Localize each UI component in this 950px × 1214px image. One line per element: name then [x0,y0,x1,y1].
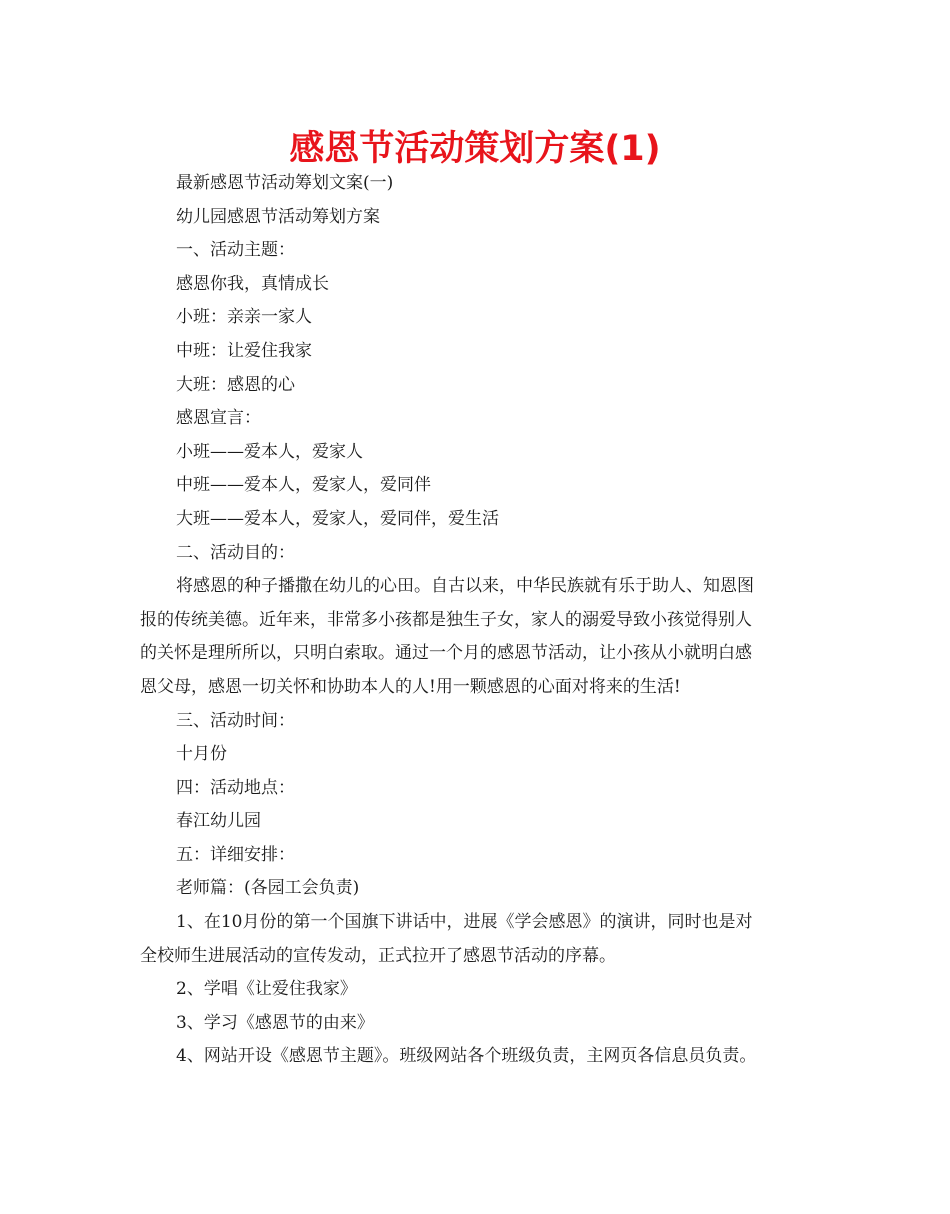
text-line: 大班——爱本人，爱家人，爱同伴，爱生活 [176,508,499,529]
text-line: 春江幼儿园 [176,811,261,832]
text-line: 中班：让爱住我家 [176,340,312,361]
paragraph-line: 将感恩的种子播撒在幼儿的心田。自古以来，中华民族就有乐于助人、知恩图 [176,576,754,597]
text-line: 中班——爱本人，爱家人，爱同伴 [176,475,431,496]
speech-paragraph [140,906,812,973]
purpose-paragraph [140,570,812,704]
document-body [140,167,812,1074]
section-heading: 五：详细安排： [176,844,295,865]
text-line: 感恩你我，真情成长 [176,273,329,294]
paragraph-line: 全校师生进展活动的宣传发动，正式拉开了感恩节活动的序幕。 [140,945,616,966]
paragraph-line: 报的传统美德。近年来，非常多小孩都是独生子女，家人的溺爱导致小孩觉得别人 [140,609,752,630]
list-item: 4、网站开设《感恩节主题》。班级网站各个班级负责，主网页各信息员负责。 [176,1046,757,1067]
section-heading: 四：活动地点： [176,777,295,798]
text-line: 十月份 [176,744,227,765]
section-heading: 三、活动时间： [176,710,295,731]
list-item: 3、学习《感恩节的由来》 [176,1012,374,1033]
section-heading: 二、活动目的： [176,542,295,563]
text-line: 幼儿园感恩节活动筹划方案 [176,206,380,227]
paragraph-line: 1、在10月份的第一个国旗下讲话中，进展《学会感恩》的演讲，同时也是对 [176,912,753,933]
paragraph-line: 恩父母，感恩一切关怀和协助本人的人!用一颗感恩的心面对将来的生活! [140,676,681,697]
text-line: 小班——爱本人，爱家人 [176,441,363,462]
text-line: 小班：亲亲一家人 [176,307,312,328]
list-item: 2、学唱《让爱住我家》 [176,979,357,1000]
paragraph-line: 的关怀是理所所以，只明白索取。通过一个月的感恩节活动，让小孩从小就明白感 [140,643,752,664]
text-line: 最新感恩节活动筹划文案(一) [176,173,394,193]
text-line: 感恩宣言： [176,408,261,429]
section-heading: 一、活动主题： [176,240,295,261]
text-line: 大班：感恩的心 [176,374,295,395]
document-title: 感恩节活动策划方案(1) [289,129,661,169]
text-line: 老师篇：(各园工会负责) [176,878,360,899]
